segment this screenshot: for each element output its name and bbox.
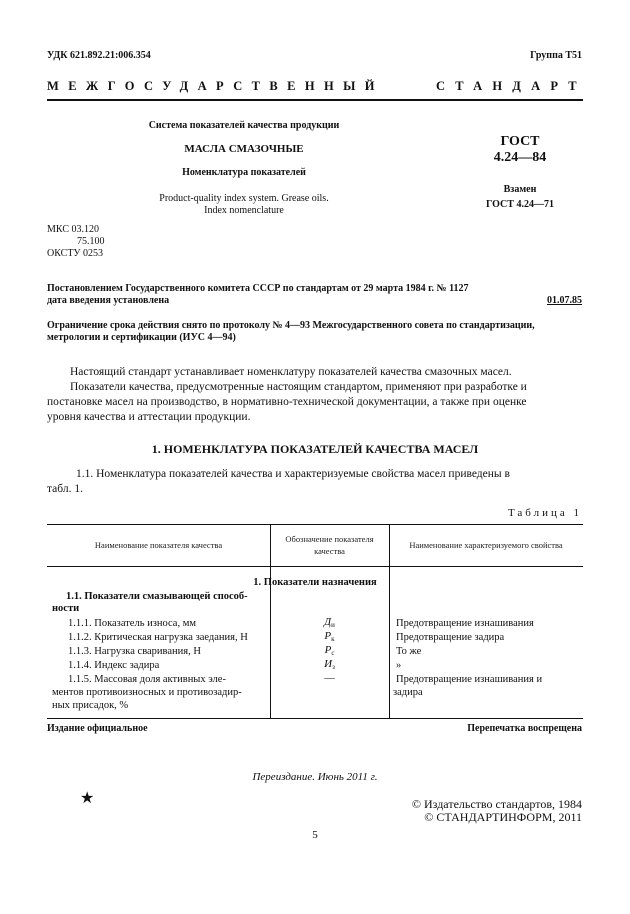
udk-code: УДК 621.892.21:006.354 (47, 50, 151, 61)
table-row-1-symbol: $Д_и$ (324, 616, 335, 629)
table-row-5-name-line2: ментов противоизносных и противозадир- (52, 687, 242, 698)
decree-line1: Постановлением Государственного комитета СССР по стандартам от 29 марта 1984 г. № 1127 (47, 283, 469, 294)
table-subgroup-line1: 1.1. Показатели смазывающей способ- (66, 591, 248, 602)
intro-paragraph-2-line2: постановке масел на производство, в нормативно-технической документации, а также при оценке (47, 396, 527, 408)
document-title: МАСЛА СМАЗОЧНЫЕ (184, 143, 304, 155)
table-row-2-symbol: $P_к$ (324, 630, 335, 643)
intro-paragraph-1: Настоящий стандарт устанавливает номенклатуру показателей качества смазочных масел. (70, 366, 512, 378)
table-col-divider-2 (389, 524, 390, 718)
table-row-5-symbol: — (324, 673, 335, 684)
reprint-prohibited: Перепечатка воспрещена (467, 723, 582, 734)
table-row-3-property: То же (396, 646, 422, 657)
table-row-2-property: Предотвращение задира (396, 632, 505, 643)
table-row-1-property: Предотвращение изнашивания (396, 618, 534, 629)
system-title: Система показателей качества продукции (148, 120, 340, 131)
table-col3-header: Наименование характеризуемого свойства (409, 540, 563, 550)
page-number: 5 (312, 829, 318, 841)
table-row-2-name: 1.1.2. Критическая нагрузка заедания, Н (68, 632, 248, 643)
table-col2-header-line1: Обозначение показателя (285, 534, 374, 544)
replace-label: Взамен (503, 184, 537, 195)
table-row-5-property-line1: Предотвращение изнашивания и (396, 674, 543, 685)
table-caption: Таблица 1 (507, 507, 582, 519)
reissue-note: Переиздание. Июнь 2011 г. (252, 771, 378, 783)
footer-rule (47, 718, 583, 719)
section-paragraph-line2: табл. 1. (47, 483, 83, 495)
banner-interstate: МЕЖГОСУДАРСТВЕННЫЙ (47, 79, 384, 93)
table-col1-header: Наименование показателя качества (94, 540, 223, 550)
table-row-4-symbol: $И_з$ (324, 658, 335, 671)
document-subtitle: Номенклатура показателей (182, 167, 306, 178)
decree-date: 01.07.85 (547, 295, 582, 306)
english-title-line1: Product-quality index system. Grease oils. (159, 193, 329, 204)
table-col2-header-line2: качества (314, 546, 345, 556)
restriction-line1: Ограничение срока действия снято по протоколу № 4—93 Межгосударственного совета по стандартизации, (47, 320, 535, 331)
gost-number: 4.24—84 (493, 150, 547, 165)
copyright-line2: © СТАНДАРТИНФОРМ, 2011 (424, 810, 582, 824)
intro-paragraph-2-line1: Показатели качества, предусмотренные настоящим стандартом, применяют при разработке и (70, 381, 527, 393)
group-code: Группа Т51 (530, 50, 582, 61)
replace-number: ГОСТ 4.24—71 (486, 199, 554, 210)
mks-code-second: 75.100 (77, 236, 105, 247)
table-row-4-name: 1.1.4. Индекс задира (68, 660, 160, 671)
decree-line2: дата введения установлена (47, 295, 170, 306)
gost-label: ГОСТ (500, 134, 540, 149)
restriction-line2: метрологии и сертификации (ИУС 4—94) (47, 332, 236, 343)
table-row-5-property-line2: задира (393, 687, 423, 698)
table-group-heading: 1. Показатели назначения (253, 577, 377, 588)
banner-standard: СТАНДАРТ (436, 79, 587, 93)
table-header-rule (47, 566, 583, 567)
table-row-5-name-line3: ных присадок, % (52, 700, 129, 711)
table-top-rule (47, 524, 583, 525)
table-row-1-name: 1.1.1. Показатель износа, мм (68, 618, 197, 629)
section-paragraph-line1: 1.1. Номенклатура показателей качества и характеризуемые свойства масел приведены в (76, 468, 510, 480)
official-edition: Издание официальное (47, 723, 148, 734)
intro-paragraph-2-line3: уровня качества и аттестации продукции. (47, 411, 251, 423)
table-row-5-name-line1: 1.1.5. Массовая доля активных эле- (68, 674, 226, 685)
copyright-line1: © Издательство стандартов, 1984 (411, 797, 582, 811)
section-heading: 1. НОМЕНКЛАТУРА ПОКАЗАТЕЛЕЙ КАЧЕСТВА МАСЕЛ (151, 442, 479, 456)
table-row-3-name: 1.1.3. Нагрузка сваривания, Н (68, 646, 201, 657)
english-title-line2: Index nomenclature (204, 205, 284, 216)
banner-rule (47, 99, 583, 101)
table-row-4-property: » (396, 660, 402, 671)
okstu-code: ОКСТУ 0253 (47, 248, 104, 259)
mks-code: МКС 03.120 (47, 224, 99, 235)
table-row-3-symbol: $P_с$ (324, 644, 335, 657)
table-subgroup-line2: ности (52, 603, 80, 614)
star-icon: ★ (80, 790, 95, 807)
